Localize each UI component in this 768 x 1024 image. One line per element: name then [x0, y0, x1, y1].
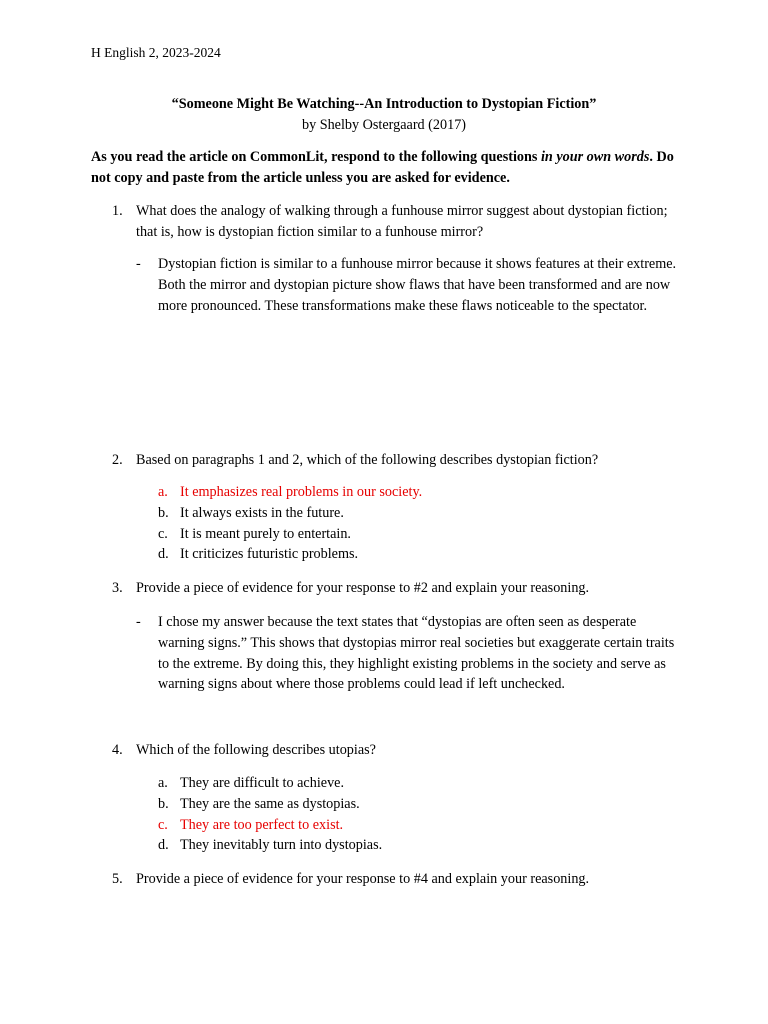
option-letter: b. — [158, 795, 169, 812]
option-text: They are difficult to achieve. — [180, 775, 345, 791]
option-a[interactable] — [158, 773, 678, 794]
option-c[interactable] — [158, 524, 678, 545]
instructions-italic: in your own words — [540, 149, 650, 165]
question-number: 1. — [112, 203, 123, 219]
answer-marker: - — [136, 614, 141, 630]
option-b[interactable] — [158, 503, 678, 524]
question-5 — [112, 869, 682, 890]
option-letter: b. — [158, 504, 169, 521]
question-text: Based on paragraphs 1 and 2, which of the following describes dystopian fiction? — [136, 452, 599, 468]
option-text: They inevitably turn into dystopias. — [180, 837, 383, 854]
option-text: It is meant purely to entertain. — [180, 525, 351, 542]
question-2 — [112, 450, 682, 471]
answer-text: Dystopian fiction is similar to a funhouse mirror because it shows features at their extreme. Both the mirror and dystopian picture show flaws that have been transformed and are now more pronounced. These transformations make these flaws noticeable to the spectator. — [158, 256, 677, 314]
answer-3[interactable] — [136, 612, 681, 695]
option-d[interactable] — [158, 544, 678, 565]
option-text: They are the same as dystopias. — [180, 795, 360, 812]
article-byline: by Shelby Ostergaard (2017) — [301, 116, 467, 133]
option-text: They are too perfect to exist. — [180, 816, 344, 833]
answer-1[interactable] — [136, 254, 681, 316]
instructions-part1: As you read the article on CommonLit, respond to the following questions — [91, 149, 541, 165]
option-letter: a. — [158, 775, 168, 791]
options-list-q4 — [158, 773, 678, 856]
option-text: It emphasizes real problems in our society. — [180, 484, 423, 500]
article-title: “Someone Might Be Watching--An Introduction to Dystopian Fiction” — [171, 96, 597, 112]
option-d[interactable] — [158, 835, 678, 856]
question-number: 3. — [112, 580, 123, 596]
title-block — [0, 94, 768, 136]
question-number: 4. — [112, 742, 123, 758]
question-1 — [112, 201, 682, 243]
option-letter: d. — [158, 837, 169, 854]
option-b[interactable] — [158, 794, 678, 815]
option-letter: c. — [158, 816, 168, 833]
question-4 — [112, 740, 682, 761]
option-text: It criticizes futuristic problems. — [180, 546, 359, 563]
question-3 — [112, 578, 682, 599]
option-a[interactable] — [158, 482, 678, 503]
answer-text: I chose my answer because the text states that “dystopias are often seen as desperate warning signs.” This shows that dystopias mirror real societies but exaggerate certain traits to the extreme. By doing this, they highlight existing problems in the society and serve as warning signs about where those problems could lead if left unchecked. — [158, 614, 675, 693]
question-number: 2. — [112, 452, 123, 468]
option-letter: d. — [158, 546, 169, 563]
question-text: Provide a piece of evidence for your response to #4 and explain your reasoning. — [136, 871, 590, 887]
answer-marker: - — [136, 256, 141, 272]
question-number: 5. — [112, 871, 123, 887]
instructions-part2: . Do not copy and paste from the article unless you are asked for evidence. — [91, 149, 674, 186]
course-header: H English 2, 2023-2024 — [91, 45, 221, 60]
question-text: Provide a piece of evidence for your response to #2 and explain your reasoning. — [136, 580, 590, 596]
option-letter: a. — [158, 484, 168, 500]
question-text: Which of the following describes utopias? — [136, 742, 376, 758]
question-text: What does the analogy of walking through a funhouse mirror suggest about dystopian fiction; that is, how is dystopian fiction similar to a funhouse mirror? — [136, 203, 668, 240]
option-text: It always exists in the future. — [180, 504, 344, 521]
options-list-q2 — [158, 482, 678, 565]
option-letter: c. — [158, 525, 168, 542]
instructions — [91, 147, 681, 189]
option-c[interactable] — [158, 815, 678, 836]
